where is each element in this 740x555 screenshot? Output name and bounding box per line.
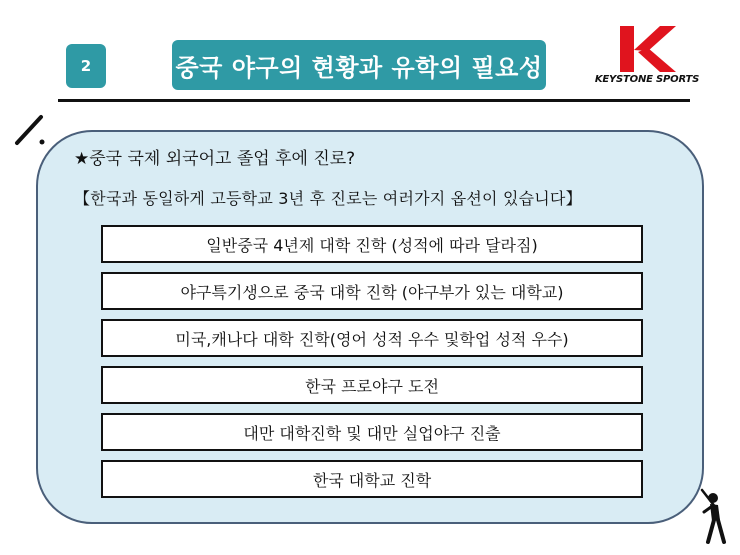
option-box: 대만 대학진학 및 대만 실업야구 진출 (101, 413, 643, 451)
batter-icon (696, 488, 732, 544)
page-title: 중국 야구의 현황과 유학의 필요성 (175, 53, 543, 82)
keystone-sports-logo (592, 24, 702, 90)
slide-number-badge (66, 44, 106, 88)
baseball-bat-icon (14, 112, 50, 148)
logo-text: KEYSTONE SPORTS (594, 74, 700, 85)
section-question: ★중국 국제 외국어고 졸업 후에 진로? (74, 149, 356, 169)
option-box: 한국 프로야구 도전 (101, 366, 643, 404)
k-logo-icon (614, 24, 678, 74)
option-box: 미국,캐나다 대학 진학(영어 성적 우수 및학업 성적 우수) (101, 319, 643, 357)
option-box: 한국 대학교 진학 (101, 460, 643, 498)
slide-number: 2 (80, 57, 92, 75)
title-divider (58, 99, 690, 102)
option-box: 야구특기생으로 중국 대학 진학 (야구부가 있는 대학교) (101, 272, 643, 310)
option-box: 일반중국 4년제 대학 진학 (성적에 따라 달라짐) (101, 225, 643, 263)
title-badge (172, 40, 546, 90)
section-note: 【한국과 동일하게 고등학교 3년 후 진로는 여러가지 옵션이 있습니다】 (74, 189, 582, 208)
